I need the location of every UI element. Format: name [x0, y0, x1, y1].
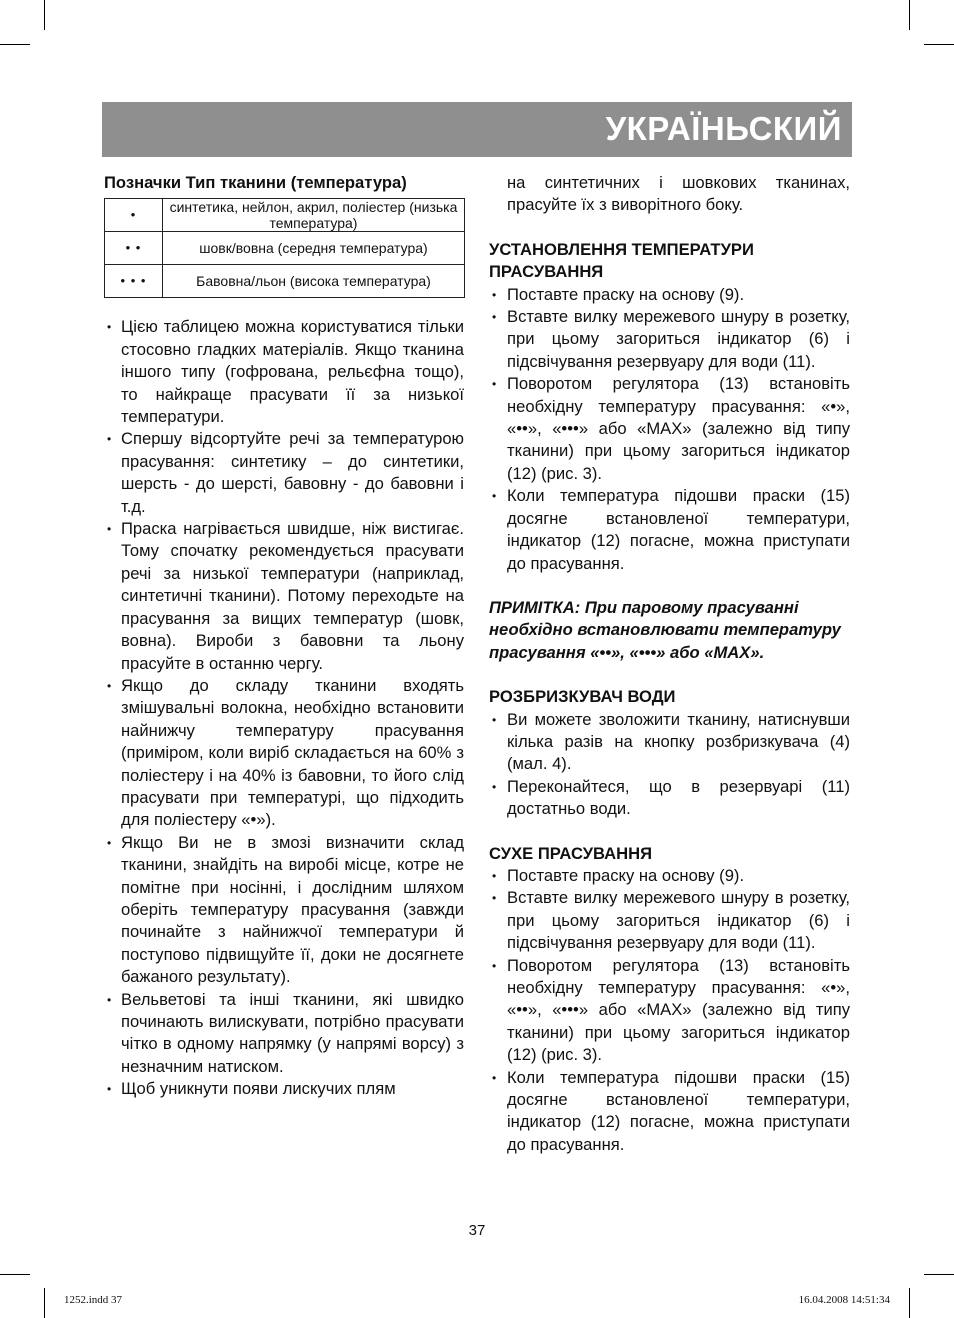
list-item: • Поставте праску на основу (9). [489, 284, 850, 306]
legend-heading: Позначки Тип тканини (температура) [104, 173, 407, 192]
crop-mark [924, 1274, 954, 1275]
list-item: • Спершу відсортуйте речі за температурою прасування: синтетику – до синтетики, шерсть - до шерсті, бавовну - до бавовни і т.д. [104, 428, 464, 518]
language-header-bar [102, 102, 852, 157]
crop-mark [44, 1288, 45, 1318]
list-item: • Якщо Ви не в змозі визначити склад тканини, знайдіть на виробі місце, котре не помітне при носінні, і дослідним шляхом оберіть температуру прасування (завжди починайте з найнижчої температури й поступово підвищуйте її, доки не досягнете бажаного результату). [104, 832, 464, 989]
table-row [105, 199, 465, 232]
footer-timestamp: 16.04.2008 14:51:34 [798, 1294, 890, 1306]
crop-mark [0, 44, 30, 45]
list-item: • Вставте вилку мережевого шнуру в розетку, при цьому загориться індикатор (6) і підсвічування резервуару для води (11). [489, 887, 850, 954]
list-item: • Поставте праску на основу (9). [489, 865, 850, 887]
list-item: • Коли температура підошви праски (15) досягне встановленої температури, індикатор (12) погасне, можна приступати до прасування. [489, 1067, 850, 1157]
table-row [105, 265, 465, 298]
dry-ironing-section-title: СУХЕ ПРАСУВАННЯ [489, 843, 653, 863]
continuation-text: на синтетичних і шовкових тканинах, прасуйте їх з виворітного боку. [507, 173, 850, 215]
fabric-cell: синтетика, нейлон, акрил, поліестер (низька температура) [163, 199, 465, 232]
list-item: • Вельветові та інші тканини, які швидко починають вилискувати, потрібно прасувати чітко в одному напрямку (у напрямі ворсу) з незначним натиском. [104, 989, 464, 1079]
crop-mark [909, 0, 910, 30]
list-item: • Вставте вилку мережевого шнуру в розетку, при цьому загориться індикатор (6) і підсвічування резервуару для води (11). [489, 306, 850, 373]
list-item: • Щоб уникнути появи лискучих плям [104, 1078, 464, 1100]
right-column [489, 172, 850, 1156]
list-item: • Праска нагрівається швидше, ніж вистигає. Тому спочатку рекомендується прасувати речі за низької температури (наприклад, синтетичні тканини). Потому переходьте на прасування за вищих температур (шовк, вовна). Вироби з бавовни та льону прасуйте в останню чергу. [104, 518, 464, 675]
sprayer-section-title: РОЗБРИЗКУВАЧ ВОДИ [489, 687, 676, 707]
fabric-cell: шовк/вовна (середня температура) [163, 232, 465, 265]
crop-mark [0, 1274, 30, 1275]
crop-mark [909, 1288, 910, 1318]
list-item: • Коли температура підошви праски (15) досягне встановленої температури, індикатор (12) погасне, можна приступати до прасування. [489, 485, 850, 575]
page-number: 37 [468, 1222, 486, 1239]
fabric-cell: Бавовна/льон (висока температура) [163, 265, 465, 298]
list-item: • Поворотом регулятора (13) встановіть необхідну температуру прасування: «•», «••», «•••» або «MAX» (залежно від типу тканини) при цьому загориться індикатор (12) (рис. 3). [489, 373, 850, 485]
title-line: УСТАНОВЛЕННЯ ТЕМПЕРАТУРИ [489, 239, 754, 259]
table-row [105, 232, 465, 265]
language-title: УКРАЇНЬСКИЙ [605, 110, 842, 147]
crop-mark [44, 0, 45, 30]
title-line: ПРАСУВАННЯ [489, 262, 604, 282]
dot-symbol: • • • [105, 265, 163, 298]
list-item: • Поворотом регулятора (13) встановіть необхідну температуру прасування: «•», «••», «•••» або «MAX» (залежно від типу тканини) при цьому загориться індикатор (12) (рис. 3). [489, 955, 850, 1067]
note-line: прасування «••», «•••» або «MAX». [489, 642, 765, 662]
note-line: необхідно встановлювати температуру [489, 620, 841, 640]
ironing-tips-list [104, 316, 464, 1100]
dot-symbol: • [105, 199, 163, 232]
dry-ironing-list [489, 865, 850, 1156]
temperature-steps-list [489, 284, 850, 575]
footer-file-info: 1252.indd 37 [64, 1294, 123, 1306]
list-item: • Переконайтеся, що в резервуарі (11) достатньо води. [489, 776, 850, 821]
temperature-section-title [489, 239, 850, 284]
list-item: • Цією таблицею можна користуватися тільки стосовно гладких матеріалів. Якщо тканина іншого типу (гофрована, рельєфна тощо), то найкраще прасувати її за низької температури. [104, 316, 464, 428]
fabric-temperature-table [104, 198, 465, 298]
crop-mark [924, 44, 954, 45]
list-item: • Ви можете зволожити тканину, натиснувши кілька разів на кнопку розбризкувача (4) (мал. 4). [489, 709, 850, 776]
note-line: ПРИМІТКА: При паровому прасуванні [489, 597, 799, 617]
left-column [104, 172, 464, 1101]
steam-note [489, 597, 850, 664]
sprayer-list [489, 709, 850, 821]
list-item: • Якщо до складу тканини входять змішувальні волокна, необхідно встановити найнижчу температуру прасування (приміром, коли виріб складається на 60% з поліестеру і на 40% із бавовни, то його слід прасувати при температурі, що підходить для поліестеру «•»). [104, 675, 464, 832]
dot-symbol: • • [105, 232, 163, 265]
